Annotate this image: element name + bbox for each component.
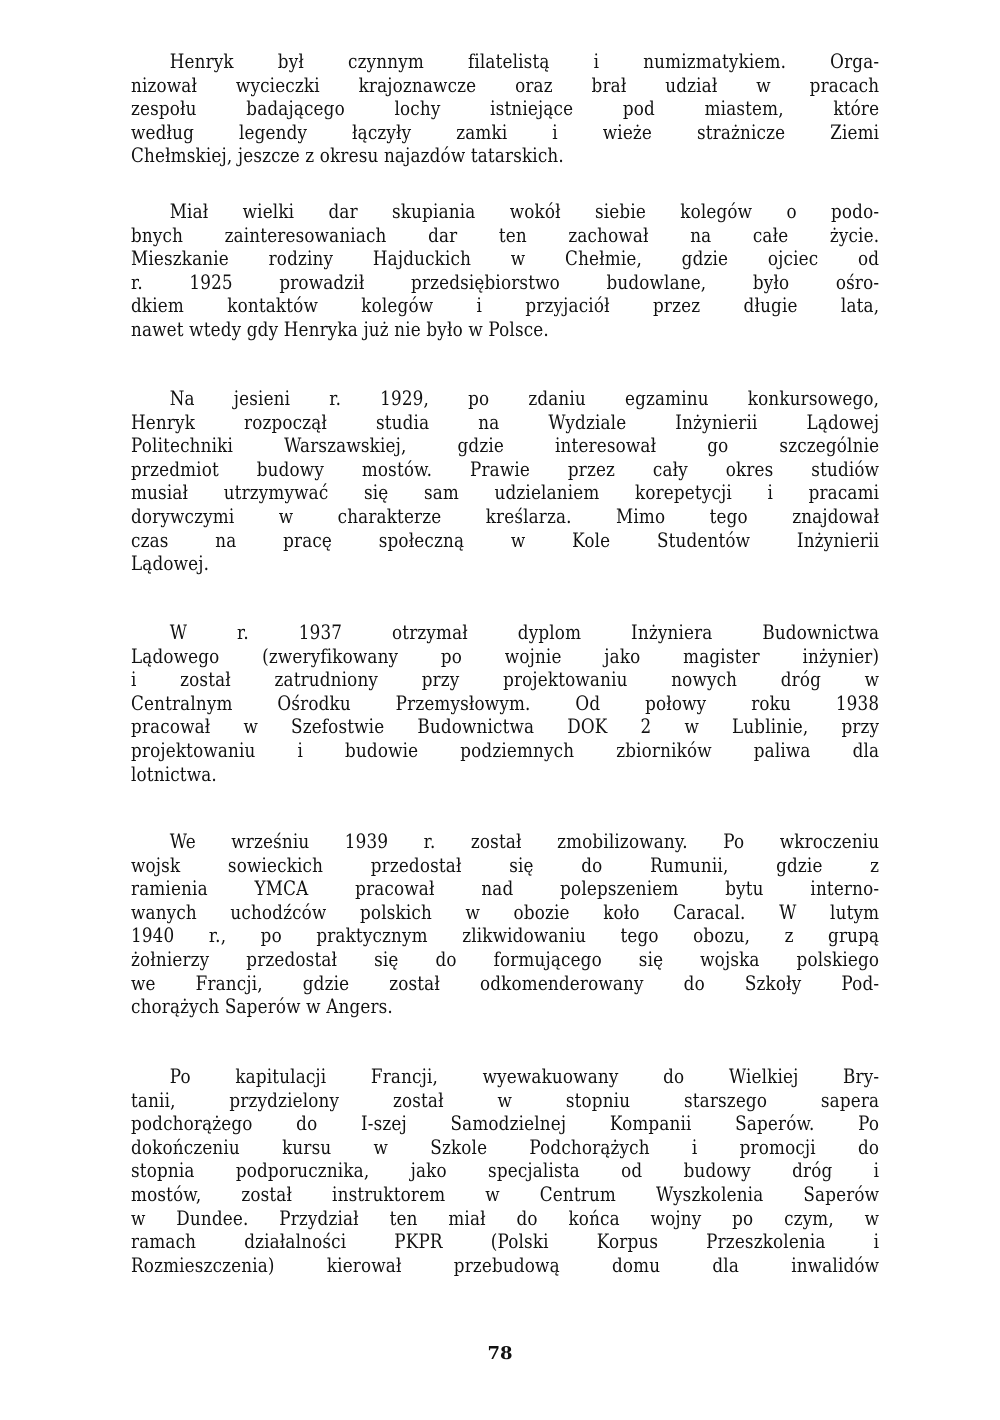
text-line: dokończeniu kursu w Szkole Podchorążych i promocji do [131,1135,880,1159]
text-line: projektowaniu i budowie podziemnych zbiorników paliwa dla [131,738,880,762]
text-line: Centralnym Ośrodku Przemysłowym. Od połowy roku 1938 [131,691,880,715]
text-line: żołnierzy przedostał się do formującego się wojska polskiego [131,947,880,971]
text-line: wojsk sowieckich przedostał się do Rumunii, gdzie z [131,853,880,877]
page-number: 78 [487,1343,513,1364]
paragraph-britain [131,1065,879,1277]
text-line: według legendy łączyły zamki i wieże strażnicze Ziemi [131,120,880,144]
paragraph-colleagues [131,200,879,342]
text-line: zespołu badającego lochy istniejące pod miastem, które [131,97,880,121]
text-line: r. 1925 prowadził przedsiębiorstwo budowlane, było ośro- [131,270,880,294]
text-line: wanych uchodźców polskich w obozie koło Caracal. W lutym [131,900,880,924]
paragraph-philately [131,50,879,168]
text-line: chorążych Saperów w Angers. [131,995,393,1019]
paragraph-mobilization [131,830,879,1019]
text-line: Chełmskiej, jeszcze z okresu najazdów tatarskich. [131,144,564,168]
paragraph-diploma [131,621,879,786]
text-line: we Francji, gdzie został odkomenderowany do Szkoły Pod- [131,971,880,995]
text-line: Po kapitulacji Francji, wyewakuowany do Wielkiej Bry- [169,1065,880,1088]
text-line: Na jesieni r. 1929, po zdaniu egzaminu konkursowego, [169,387,880,410]
text-line: w Dundee. Przydział ten miał do końca wojny po czym, w [131,1206,880,1230]
text-line: podchorążego do I-szej Samodzielnej Kompanii Saperów. Po [131,1112,880,1136]
text-line: lotnictwa. [131,762,217,786]
text-line: i został zatrudniony przy projektowaniu nowych dróg w [131,668,880,692]
text-line: 1940 r., po praktycznym zlikwidowaniu tego obozu, z grupą [131,924,880,948]
text-line: pracował w Szefostwie Budownictwa DOK 2 w Lublinie, przy [131,715,880,739]
text-line: stopnia podporucznika, jako specjalista od budowy dróg i [131,1159,880,1183]
text-line: Miał wielki dar skupiania wokół siebie kolegów o podo- [169,200,880,223]
text-line: Mieszkanie rodziny Hajduckich w Chełmie, gdzie ojciec od [131,247,880,271]
text-line: Lądowego (zweryfikowany po wojnie jako magister inżynier) [131,644,880,668]
paragraph-studies [131,387,879,576]
text-line: ramach działalności PKPR (Polski Korpus Przeszkolenia i [131,1230,880,1254]
text-line: dorywczymi w charakterze kreślarza. Mimo tego znajdował [131,504,880,528]
text-line: nawet wtedy gdy Henryka już nie było w Polsce. [131,317,549,341]
text-line: Rozmieszczenia) kierował przebudową domu dla inwalidów [131,1253,880,1277]
text-line: musiał utrzymywać się sam udzielaniem korepetycji i pracami [131,481,880,505]
text-line: Henryk był czynnym filatelistą i numizmatykiem. Orga- [169,50,880,73]
text-line: nizował wycieczki krajoznawcze oraz brał udział w pracach [131,73,880,97]
text-line: mostów, został instruktorem w Centrum Wyszkolenia Saperów [131,1182,880,1206]
text-line: ramienia YMCA pracował nad polepszeniem bytu interno- [131,877,880,901]
text-line: Lądowej. [131,552,210,576]
text-line: przedmiot budowy mostów. Prawie przez cały okres studiów [131,457,880,481]
text-line: We wrześniu 1939 r. został zmobilizowany. Po wkroczeniu [169,830,880,853]
text-line: czas na pracę społeczną w Kole Studentów Inżynierii [131,528,880,552]
text-line: W r. 1937 otrzymał dyplom Inżyniera Budownictwa [169,621,880,644]
text-line: Politechniki Warszawskiej, gdzie interesował go szczególnie [131,434,880,458]
text-line: Henryk rozpoczął studia na Wydziale Inżynierii Lądowej [131,410,880,434]
text-line: tanii, przydzielony został w stopniu starszego sapera [131,1088,880,1112]
text-line: dkiem kontaktów kolegów i przyjaciół przez długie lata, [131,294,880,318]
text-line: bnych zainteresowaniach dar ten zachował na całe życie. [131,223,880,247]
